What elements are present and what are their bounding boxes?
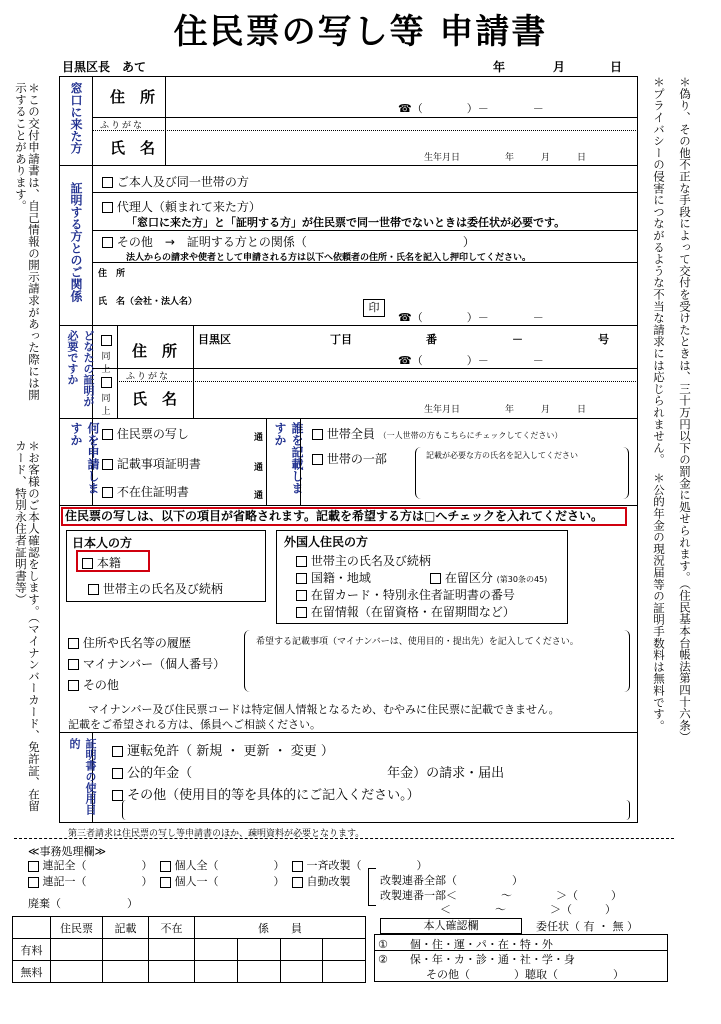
foreign-card-number[interactable]: 在留カード・特別永住者証明書の番号 <box>296 586 515 603</box>
who-partial-household[interactable]: 世帯の一部 <box>312 450 387 467</box>
checkbox[interactable] <box>312 454 323 465</box>
checkbox[interactable] <box>160 877 171 888</box>
applicant-birthdate: 生年月日 年 月 日 <box>424 153 587 163</box>
checkbox[interactable] <box>430 573 441 584</box>
fee-table <box>12 916 366 983</box>
office-heading: ≪事務処理欄≫ <box>28 845 107 858</box>
purpose-pension[interactable]: 公的年金（ 年金）の請求・届出 <box>112 762 504 781</box>
table-cell[interactable] <box>280 939 323 961</box>
foreign-residence-info[interactable]: 在留情報（在留資格・在留期間など） <box>296 603 515 620</box>
honseki-option[interactable]: 本籍 <box>76 550 150 572</box>
section-label-applicant: 窓口に来た方 <box>69 82 83 154</box>
mynumber-warning-2: 記載をご希望される方は、係員へご相談ください。 <box>68 718 321 731</box>
applicant-tel[interactable]: ☎（ ）－ － <box>398 102 544 115</box>
section-label-request: 何を申請しますか <box>69 422 100 494</box>
applicant-address-label: 住 所 <box>110 88 156 106</box>
section-label-subject: どなたの証明が必要ですか <box>66 330 95 407</box>
extra-mynumber[interactable]: マイナンバー（個人番号） <box>68 655 225 672</box>
table-cell[interactable] <box>195 961 238 983</box>
relation-option-other[interactable]: その他 → 証明する方との関係（ ） <box>102 233 475 250</box>
office-auto[interactable]: 自動改製 <box>292 873 351 889</box>
subject-ban: 番 <box>426 333 437 346</box>
who-all-household[interactable]: 世帯全員 （一人世帯の方もこちらにチェックしてください） <box>312 425 562 442</box>
partial-names-hint: 記載が必要な方の氏名を記入してください <box>426 451 578 460</box>
office-renki-part[interactable]: 連記一（ ） <box>28 873 153 889</box>
id-check-row1: ① 個・住・運・パ・在・特・外 <box>378 938 553 951</box>
purpose-other[interactable]: その他（使用目的等を具体的にご記入ください。） <box>112 784 420 803</box>
foreign-nationality[interactable]: 国籍・地域 <box>296 569 371 586</box>
subject-chome: 丁目 <box>330 333 352 346</box>
office-haiki: 廃棄（ ） <box>28 897 138 910</box>
checkbox[interactable] <box>102 429 113 440</box>
fee-row-paid: 有料 <box>13 939 51 961</box>
section-label-purpose: 証明書の使用目的 <box>68 738 97 815</box>
request-juminhyo[interactable]: 住民票の写し <box>102 425 189 442</box>
id-check-header: 本人確認欄 <box>380 918 522 934</box>
purpose-license[interactable]: 運転免許（ 新規 ・ 更新 ・ 変更 ） <box>112 740 334 759</box>
section-label-relation: 証明する方とのご関係 <box>69 182 83 302</box>
checkbox[interactable] <box>68 680 79 691</box>
office-issei[interactable]: 一斉改製（ ） <box>292 857 428 873</box>
seal-box: 印 <box>363 299 385 317</box>
left-note-id-check: ＊お客様のご本人確認をします。（マイナンバーカード、免許証、在留カード、特別永住者証明書等） <box>14 440 41 812</box>
subject-address-label: 住 所 <box>132 342 178 360</box>
checkbox[interactable] <box>112 768 123 779</box>
office-renki-all[interactable]: 連記全（ ） <box>28 857 153 873</box>
japanese-heading: 日本人の方 <box>72 536 133 550</box>
proxy-doc-status: 委任状（ 有 ・ 無 ） <box>536 920 638 933</box>
table-cell[interactable] <box>51 961 103 983</box>
checkbox[interactable] <box>82 558 93 569</box>
corporate-note: 法人からの請求や使者として申請される方は以下へ依頼者の住所・氏名を記入し押印してください。 <box>126 253 532 263</box>
mynumber-warning-1: マイナンバー及び住民票コードは特定個人情報となるため、むやみに住民票に記載できません。 <box>88 703 560 716</box>
corp-name-label: 氏 名（会社・法人名） <box>98 297 198 307</box>
checkbox[interactable] <box>88 584 99 595</box>
foreign-head[interactable]: 世帯主の氏名及び続柄 <box>296 552 431 569</box>
checkbox[interactable] <box>292 877 303 888</box>
applicant-name-label: 氏 名 <box>110 139 156 157</box>
corp-tel[interactable]: ☎（ ）－ － <box>398 311 544 324</box>
date-day-label: 日 <box>610 60 623 74</box>
office-kaisei-all: 改製連番全部（ ） <box>380 874 523 887</box>
request-fuzai[interactable]: 不在住証明書 <box>102 483 189 500</box>
checkbox[interactable] <box>296 607 307 618</box>
table-cell[interactable] <box>103 939 149 961</box>
purpose-other-field[interactable] <box>122 800 630 820</box>
table-cell[interactable] <box>323 939 366 961</box>
checkbox[interactable] <box>160 861 171 872</box>
foreign-residence-class[interactable]: 在留区分 (第30条の45) <box>430 569 547 586</box>
subject-ward: 目黒区 <box>198 333 231 346</box>
date-month-label: 月 <box>553 60 566 74</box>
checkbox[interactable] <box>28 877 39 888</box>
fee-row-free: 無料 <box>13 961 51 983</box>
omit-notice: 住民票の写しは、以下の項目が省略されます。記載を希望する方は□へチェックを入れてください。 <box>61 507 627 526</box>
request-kisai[interactable]: 記載事項証明書 <box>102 455 201 472</box>
id-check-row2: ② 保・年・カ・診・通・社・学・身 <box>378 953 575 966</box>
subject-furigana-label: ふりがな <box>126 372 171 382</box>
fee-header-juminhyo: 住民票 <box>51 917 103 939</box>
table-cell[interactable] <box>280 961 323 983</box>
proxy-note: 「窓口に来た方」と「証明する方」が住民票で同一世帯でないときは委任状が必要です。 <box>126 216 566 229</box>
fee-header-kisai: 記載 <box>103 917 149 939</box>
section-label-who: 誰を記載しますか <box>273 422 304 494</box>
japanese-household-head[interactable]: 世帯主の氏名及び続柄 <box>88 580 223 597</box>
table-cell[interactable] <box>149 939 195 961</box>
subject-same-address[interactable]: 同上 <box>98 330 114 375</box>
table-cell[interactable] <box>323 961 366 983</box>
right-note-penalty: ＊偽り、その他不正な手段によって交付を受けたときは、三十万円以下の罰金に処せられます。（住民基本台帳法第四十六条） <box>678 76 692 743</box>
right-note-privacy: ＊プライバシーの侵害につながるような不当な請求には応じられません。 <box>652 76 666 466</box>
checkbox[interactable] <box>102 177 113 188</box>
checkbox[interactable] <box>112 790 123 801</box>
checkbox[interactable] <box>296 556 307 567</box>
office-kojin-all[interactable]: 個人全（ ） <box>160 857 285 873</box>
office-kaisei-part: 改製連番一部＜ ～ ＞（ ） <box>380 889 622 902</box>
unit-2: 通 <box>254 463 264 473</box>
table-cell[interactable] <box>103 961 149 983</box>
subject-birthdate: 生年月日 年 月 日 <box>424 405 587 415</box>
unit-3: 通 <box>254 491 264 501</box>
checkbox[interactable] <box>112 746 123 757</box>
subject-same-name[interactable]: 同上 <box>98 372 114 417</box>
checkbox[interactable] <box>102 202 113 213</box>
fee-header-fuzai: 不在 <box>149 917 195 939</box>
subject-tel[interactable]: ☎（ ）－ － <box>398 354 544 367</box>
checkbox[interactable] <box>312 429 323 440</box>
page-title: 住民票の写し等 申請書 <box>173 12 548 52</box>
checkbox[interactable] <box>102 487 113 498</box>
checkbox[interactable] <box>292 861 303 872</box>
right-note-free-pension: ＊公的年金の現況届等の証明手数料は無料です。 <box>652 472 666 732</box>
applicant-furigana-label: ふりがな <box>100 121 145 131</box>
subject-dash: － <box>512 333 523 346</box>
checkbox[interactable] <box>102 237 113 248</box>
checkbox[interactable] <box>68 638 79 649</box>
unit-1: 通 <box>254 433 264 443</box>
table-cell[interactable] <box>51 939 103 961</box>
extra-history[interactable]: 住所や氏名等の履歴 <box>68 634 191 651</box>
table-cell[interactable] <box>237 939 280 961</box>
subject-go: 号 <box>598 333 609 346</box>
table-cell[interactable] <box>149 961 195 983</box>
checkbox[interactable] <box>101 377 112 388</box>
table-cell[interactable] <box>195 939 238 961</box>
checkbox[interactable] <box>101 335 112 346</box>
table-cell[interactable] <box>237 961 280 983</box>
subject-name-label: 氏 名 <box>132 390 178 408</box>
date-year-label: 年 <box>493 60 506 74</box>
checkbox[interactable] <box>102 459 113 470</box>
checkbox[interactable] <box>28 861 39 872</box>
checkbox[interactable] <box>296 573 307 584</box>
id-check-row3: その他（ ）聴取（ ） <box>426 968 624 981</box>
third-party-note: 第三者請求は住民票の写し等申請書のほか、疎明資料が必要となります。 <box>68 829 365 839</box>
office-kaisei-part-2: ＜ ～ ＞（ ） <box>440 903 616 916</box>
extra-detail-hint: 希望する記載事項（マイナンバーは、使用目的・提出先）を記入してください。 <box>256 637 579 647</box>
fee-header-staff: 係 員 <box>195 917 366 939</box>
relation-option-proxy[interactable]: 代理人（頼まれて来た方） <box>102 198 261 215</box>
extra-other[interactable]: その他 <box>68 676 119 693</box>
office-kojin-part[interactable]: 個人一（ ） <box>160 873 285 889</box>
checkbox[interactable] <box>296 590 307 601</box>
foreign-heading: 外国人住民の方 <box>284 535 369 549</box>
left-note-disclosure: ＊この交付申請書は、自己情報の開示請求があった際には開示することがあります。 <box>14 82 41 401</box>
addressee: 目黒区長 あて <box>62 60 147 74</box>
checkbox[interactable] <box>68 659 79 670</box>
relation-option-self[interactable]: ご本人及び同一世帯の方 <box>102 173 249 190</box>
corp-address-label: 住 所 <box>98 269 126 279</box>
